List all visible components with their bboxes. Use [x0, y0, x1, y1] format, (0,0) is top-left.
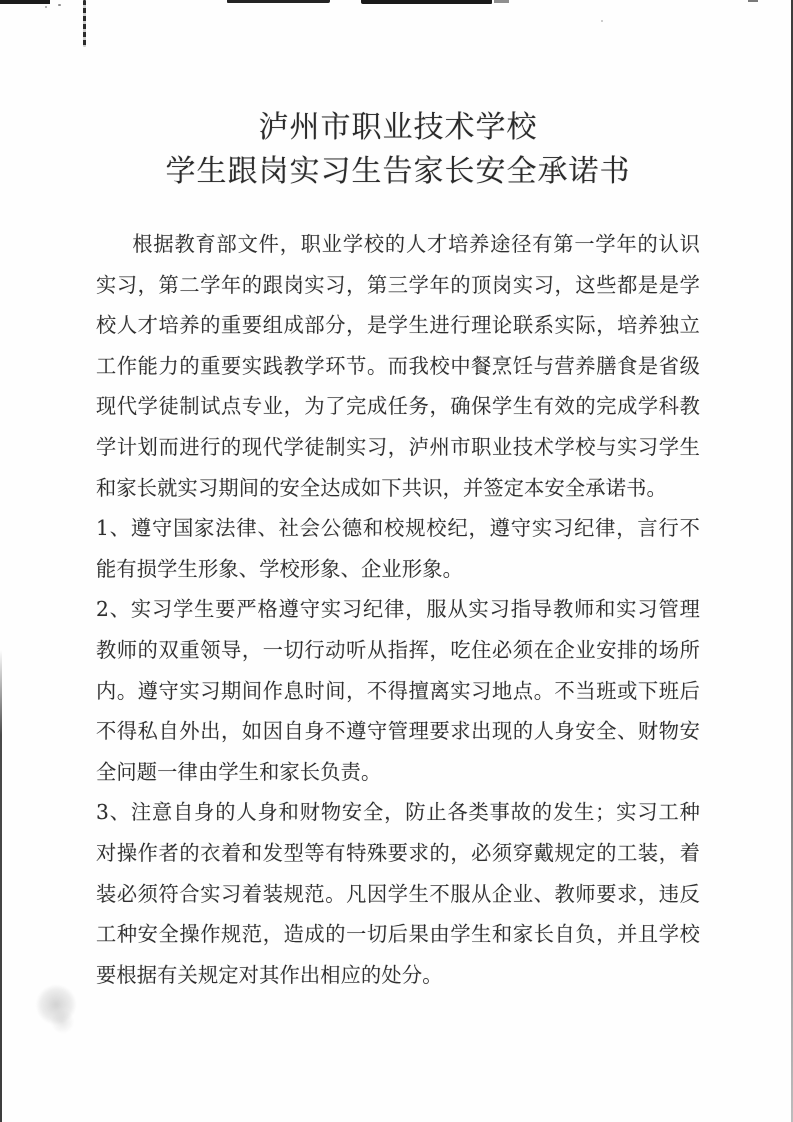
paragraph-item-1: 1、遵守国家法律、社会公德和校规校纪，遵守实习纪律，言行不能有损学生形象、学校形象、企业形象。 — [96, 516, 700, 581]
paragraph-item-3: 3、注意自身的人身和财物安全，防止各类事故的发生；实习工种对操作者的衣着和发型等有特殊要求的，必须穿戴规定的工装，着装必须符合实习着装规范。凡因学生不服从企业、教师要求，违反工种安全操作规范，造成的一切后果由学生和家长自负，并且学校要根据有关规定对其作出相应的处分。 — [96, 800, 700, 987]
document-body — [96, 224, 700, 995]
document-title-line1: 泸州市职业技术学校 — [258, 110, 538, 145]
document-title-line2: 学生跟岗实习生告家长安全承诺书 — [165, 154, 631, 189]
paragraph-item-2: 2、实习学生要严格遵守实习纪律，服从实习指导教师和实习管理教师的双重领导，一切行动听从指挥，吃住必须在企业安排的场所内。遵守实习期间作息时间，不得擅离实习地点。不当班或下班后不得私自外出，如因自身不遵守管理要求出现的人身安全、财物安全问题一律由学生和家长负责。 — [96, 597, 700, 784]
paragraph-intro: 根据教育部文件，职业学校的人才培养途径有第一学年的认识实习，第二学年的跟岗实习，第三学年的顶岗实习，这些都是是学校人才培养的重要组成部分，是学生进行理论联系实际，培养独立工作能力的重要实践教学环节。而我校中餐烹饪与营养膳食是省级现代学徒制试点专业，为了完成任务，确保学生有效的完成学科教学计划而进行的现代学徒制实习，泸州市职业技术学校与实习学生和家长就实习期间的安全达成如下共识，并签定本安全承诺书。 — [96, 232, 700, 500]
